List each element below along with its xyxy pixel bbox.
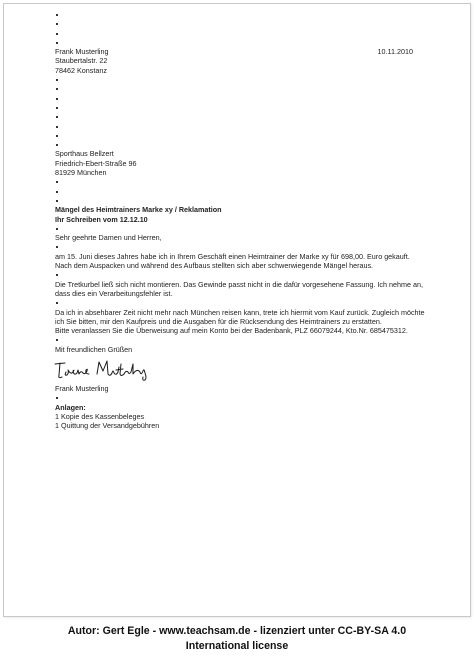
sender-row xyxy=(55,47,425,56)
letter-body xyxy=(55,10,425,430)
letter-date: 10.11.2010 xyxy=(377,47,413,57)
sender-name: Frank Musterling xyxy=(55,47,109,57)
recipient-street: Friedrich-Ebert-Straße 96 xyxy=(55,158,137,168)
paragraph-mark xyxy=(55,112,425,121)
paragraph-mark xyxy=(55,94,425,103)
body-paragraph-transfer: Bitte veranlassen Sie die Überweisung auf mein Konto bei der Badenbank, PLZ 66079244, Kto.Nr. 685475312. xyxy=(55,326,408,336)
sender-street: Staubertalstr. 22 xyxy=(55,56,108,66)
letter-subject: Mängel des Heimtrainers Marke xy / Reklamation xyxy=(55,205,222,215)
paragraph-mark xyxy=(55,38,425,47)
license-line-1: Autor: Gert Egle - www.teachsam.de - lizenziert unter CC-BY-SA 4.0 xyxy=(67,625,407,637)
sender-city: 78462 Konstanz xyxy=(55,65,107,75)
body-paragraph-purchase: am 15. Juni dieses Jahres habe ich in Ihrem Geschäft einen Heimtrainer der Marke xy für 698,00. Euro gekauft. Nach dem Auspacken und während des Aufbaus stellten sich aber schwerwiegende Mängel heraus. xyxy=(55,251,410,271)
attachments-title: Anlagen: xyxy=(55,402,86,412)
paragraph-mark xyxy=(55,270,425,279)
paragraph-mark xyxy=(55,140,425,149)
letter-reference: Ihr Schreiben vom 12.12.10 xyxy=(55,214,148,224)
handwritten-signature xyxy=(55,354,425,384)
paragraph-mark xyxy=(55,242,425,251)
paragraph-mark xyxy=(55,131,425,140)
attachment-item: 1 Kopie des Kassenbeleges xyxy=(55,411,145,421)
paragraph-mark xyxy=(55,393,425,402)
paragraph-mark xyxy=(55,224,425,233)
license-footer xyxy=(0,624,474,654)
letter-page xyxy=(3,3,471,617)
recipient-city: 81929 München xyxy=(55,168,107,178)
paragraph-mark xyxy=(55,75,425,84)
paragraph-mark xyxy=(55,29,425,38)
paragraph-mark xyxy=(55,187,425,196)
paragraph-mark xyxy=(55,84,425,93)
license-line-2: International license xyxy=(185,640,289,652)
paragraph-mark xyxy=(55,335,425,344)
printed-name: Frank Musterling xyxy=(55,383,109,393)
paragraph-mark xyxy=(55,196,425,205)
salutation: Sehr geehrte Damen und Herren, xyxy=(55,233,162,243)
paragraph-mark xyxy=(55,19,425,28)
body-paragraph-withdrawal: Da ich in absehbarer Zeit nicht mehr nach München reisen kann, trete ich hiermit vom Kauf zurück. Zugleich möchte ich Sie bitten, mir den Kaufpreis und die Ausgaben für die Rücksendung des Heimtrainers zu erstatten. xyxy=(55,307,425,326)
paragraph-mark xyxy=(55,103,425,112)
paragraph-mark xyxy=(55,177,425,186)
paragraph-mark xyxy=(55,10,425,19)
recipient-name: Sporthaus Bellzert xyxy=(55,149,114,159)
paragraph-mark xyxy=(55,122,425,131)
body-paragraph-defect: Die Tretkurbel ließ sich nicht montieren. Das Gewinde passt nicht in die dafür vorgesehene Fassung. Ich nehme an, dass dies ein Verarbeitungsfehler ist. xyxy=(55,279,423,298)
attachment-item: 1 Quittung der Versandgebühren xyxy=(55,421,160,431)
paragraph-mark xyxy=(55,298,425,307)
closing: Mit freundlichen Grüßen xyxy=(55,344,133,354)
